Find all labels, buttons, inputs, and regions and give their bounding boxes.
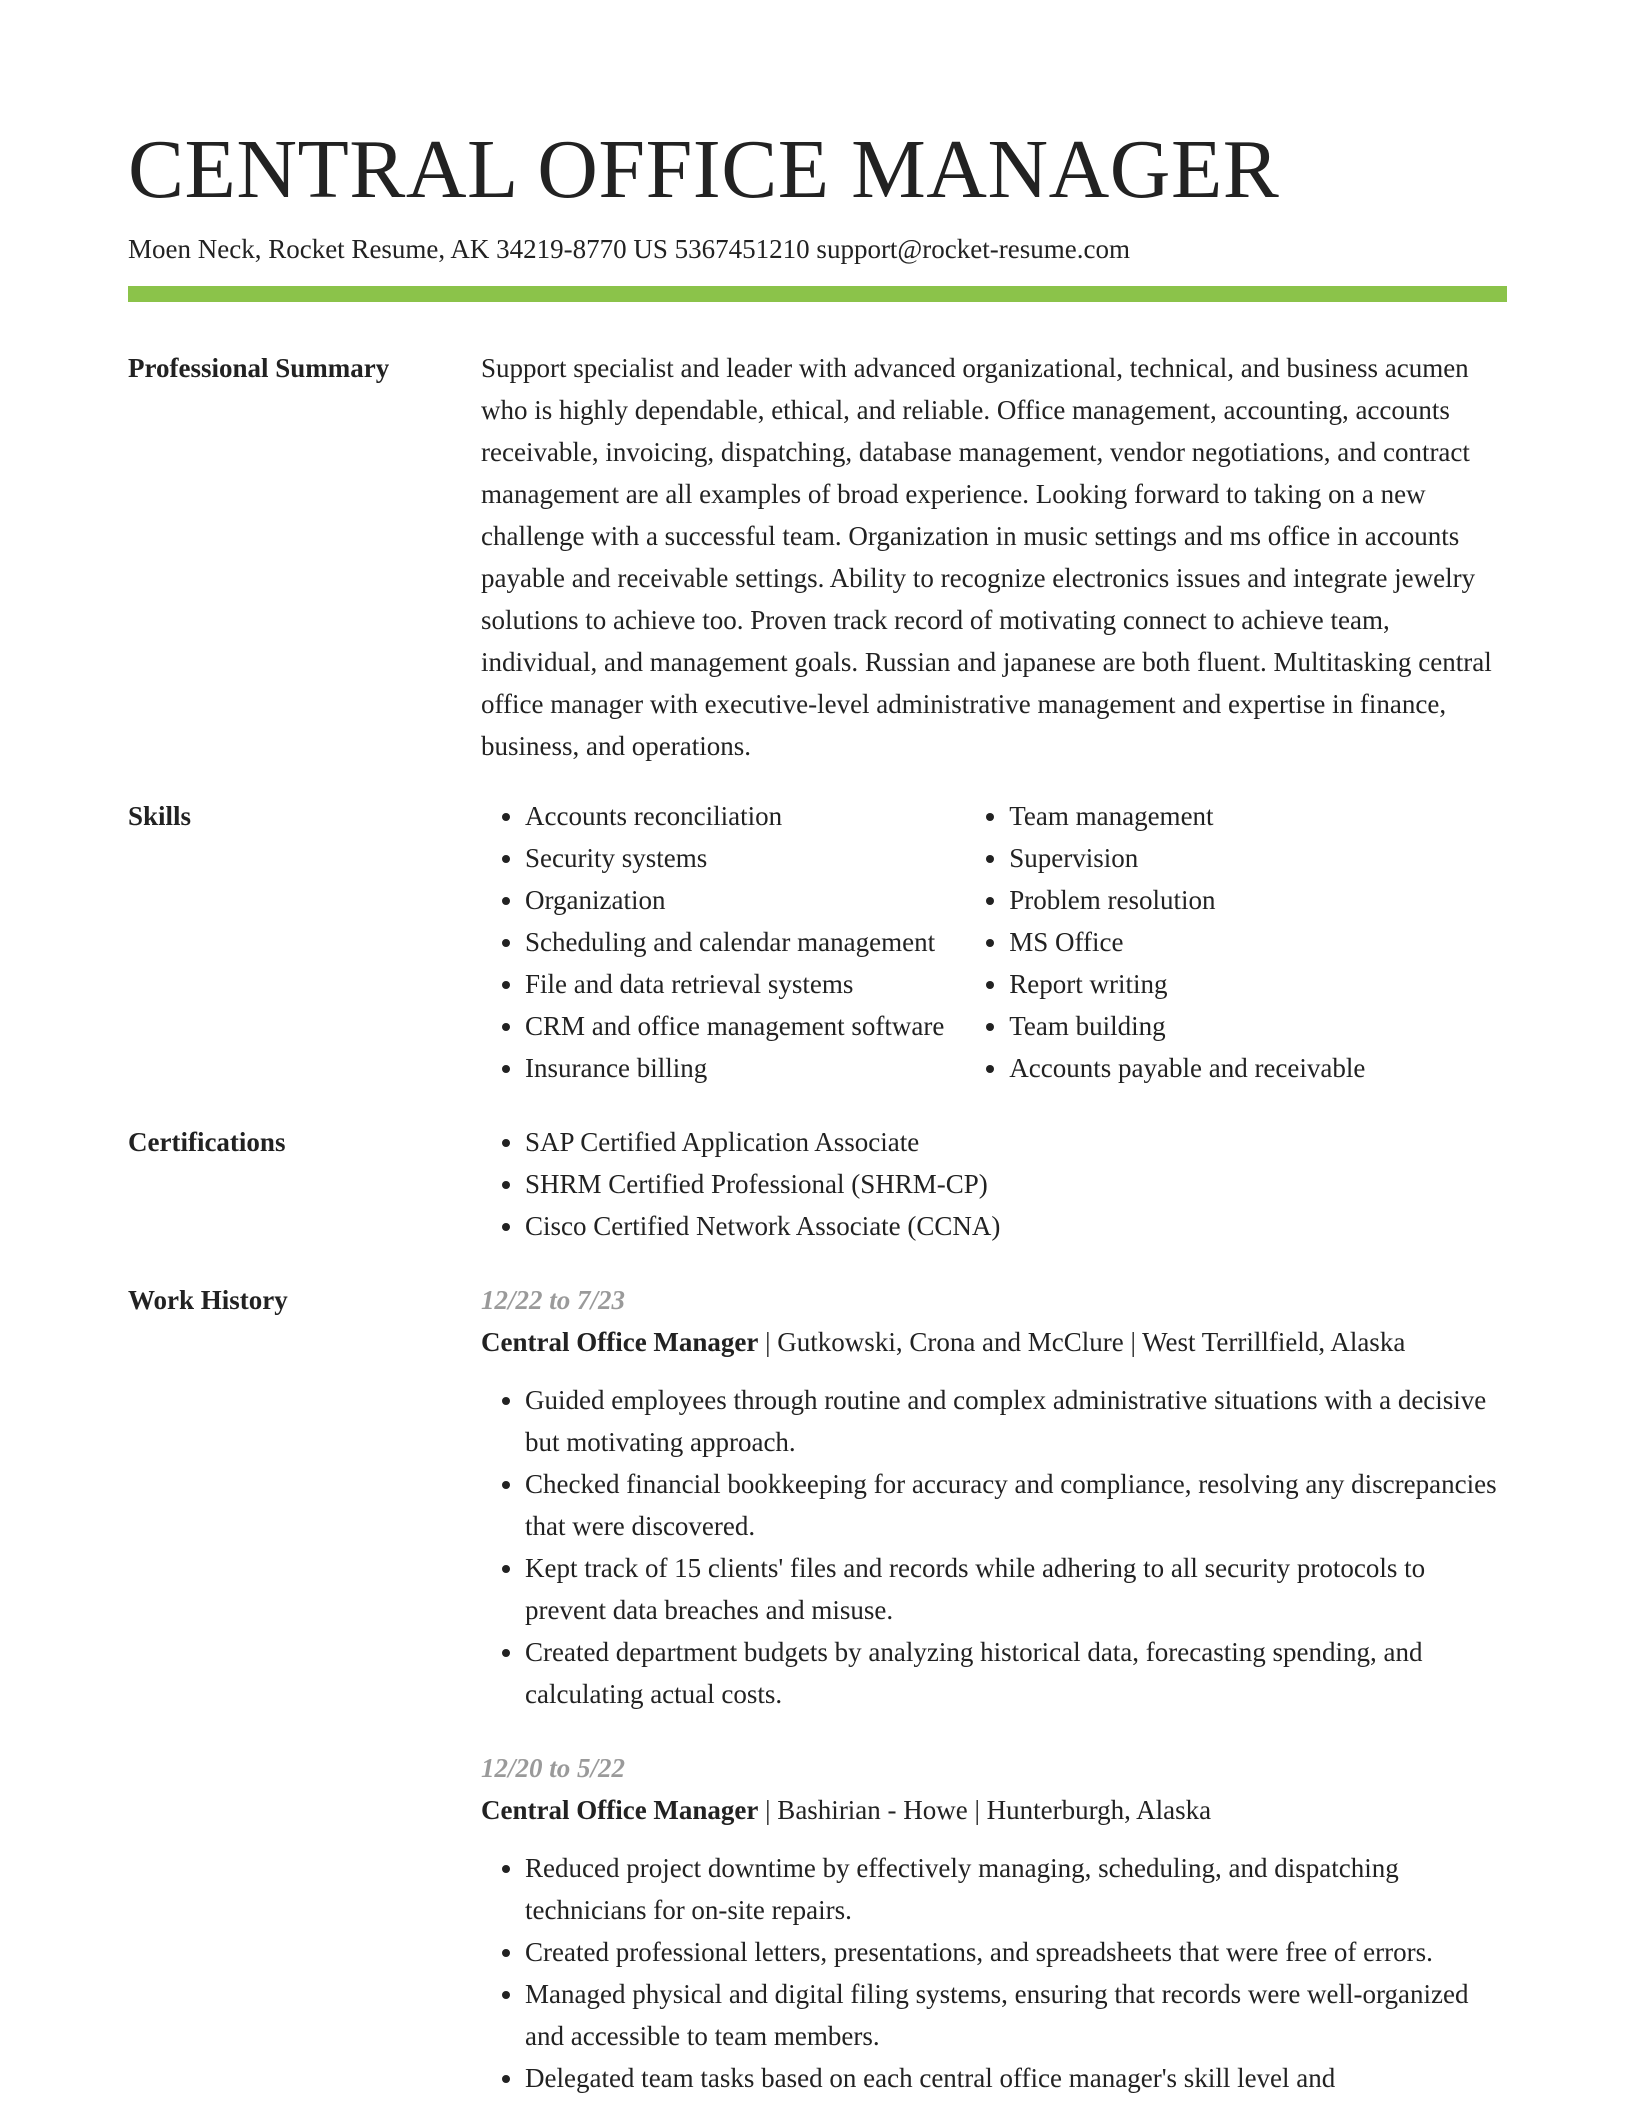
job-dates: 12/20 to 5/22 [481, 1753, 626, 1783]
summary-text: Support specialist and leader with advanced organizational, technical, and business acumen who is highly dependable, ethical, and reliable. Office management, accounting, accounts receivable, invoicing, dispatching, database management, vendor negotiations, and contract management are all examples of broad experience. Looking forward to taking on a new challenge with a successful team. Organization in music settings and ms office in accounts payable and receivable settings. Ability to recognize electronics issues and integrate jewelry solutions to achieve too. Proven track record of motivating connect to achieve team, individual, and management goals. Russian and japanese are both fluent. Multitasking central office manager with executive-level administrative management and expertise in finance, business, and operations. [481, 353, 1492, 761]
summary-body [481, 347, 1507, 767]
certifications-body [481, 1121, 1507, 1247]
job-bullets [481, 1379, 1507, 1715]
job-title-line [481, 1789, 1507, 1831]
resume-title: CENTRAL OFFICE MANAGER [128, 123, 1280, 216]
job-title: Central Office Manager [481, 1795, 759, 1825]
job-title: Central Office Manager [481, 1327, 759, 1357]
skill-item: • Report writing [1009, 963, 1507, 1005]
certification-item: • Cisco Certified Network Associate (CCNA) [525, 1205, 1507, 1247]
skill-item: • Security systems [525, 837, 965, 879]
job-bullet: • Delegated team tasks based on each central office manager's skill level and [525, 2057, 1507, 2099]
skill-item: • File and data retrieval systems [525, 963, 965, 1005]
skills-column-1 [481, 795, 965, 1089]
section-label-skills: Skills [128, 801, 192, 831]
skills-grid [481, 795, 1507, 1089]
skill-item: • Insurance billing [525, 1047, 965, 1089]
section-label-work-history: Work History [128, 1285, 288, 1315]
contact-info: Moen Neck, Rocket Resume, AK 34219-8770 US 5367451210 support@rocket-resume.com [128, 234, 1130, 264]
job-bullet: • Created professional letters, presentations, and spreadsheets that were free of errors. [525, 1931, 1507, 1973]
skill-item: • Organization [525, 879, 965, 921]
accent-divider [128, 286, 1507, 302]
job-bullet: • Created department budgets by analyzing historical data, forecasting spending, and calculating actual costs. [525, 1631, 1507, 1715]
job-details: | Bashirian - Howe | Hunterburgh, Alaska [758, 1795, 1212, 1825]
skill-item: • CRM and office management software [525, 1005, 965, 1047]
certification-item: • SAP Certified Application Associate [525, 1121, 1507, 1163]
skill-item: • Problem resolution [1009, 879, 1507, 921]
job-bullet: • Managed physical and digital filing systems, ensuring that records were well-organized and accessible to team members. [525, 1973, 1507, 2057]
job-entry [481, 1279, 1507, 1715]
skill-item: • Scheduling and calendar management [525, 921, 965, 963]
skill-item: • Team management [1009, 795, 1507, 837]
job-dates: 12/22 to 7/23 [481, 1285, 626, 1315]
section-label-summary: Professional Summary [128, 353, 390, 383]
skill-item: • Supervision [1009, 837, 1507, 879]
work-history-body [481, 1279, 1507, 2099]
section-label-certifications: Certifications [128, 1127, 286, 1157]
skill-item: • Team building [1009, 1005, 1507, 1047]
certifications-list [481, 1121, 1507, 1247]
job-title-line [481, 1321, 1507, 1363]
job-bullets [481, 1847, 1507, 2099]
job-bullet: • Checked financial bookkeeping for accuracy and compliance, resolving any discrepancies that were discovered. [525, 1463, 1507, 1547]
certification-item: • SHRM Certified Professional (SHRM-CP) [525, 1163, 1507, 1205]
skills-body [481, 795, 1507, 1089]
job-bullet: • Kept track of 15 clients' files and records while adhering to all security protocols to prevent data breaches and misuse. [525, 1547, 1507, 1631]
skill-item: • Accounts payable and receivable [1009, 1047, 1507, 1089]
job-details: | Gutkowski, Crona and McClure | West Terrillfield, Alaska [758, 1327, 1406, 1357]
skill-item: • MS Office [1009, 921, 1507, 963]
job-bullet: • Guided employees through routine and complex administrative situations with a decisive but motivating approach. [525, 1379, 1507, 1463]
skills-column-2 [965, 795, 1507, 1089]
job-entry [481, 1747, 1507, 2099]
skill-item: • Accounts reconciliation [525, 795, 965, 837]
job-bullet: • Reduced project downtime by effectively managing, scheduling, and dispatching technicians for on-site repairs. [525, 1847, 1507, 1931]
